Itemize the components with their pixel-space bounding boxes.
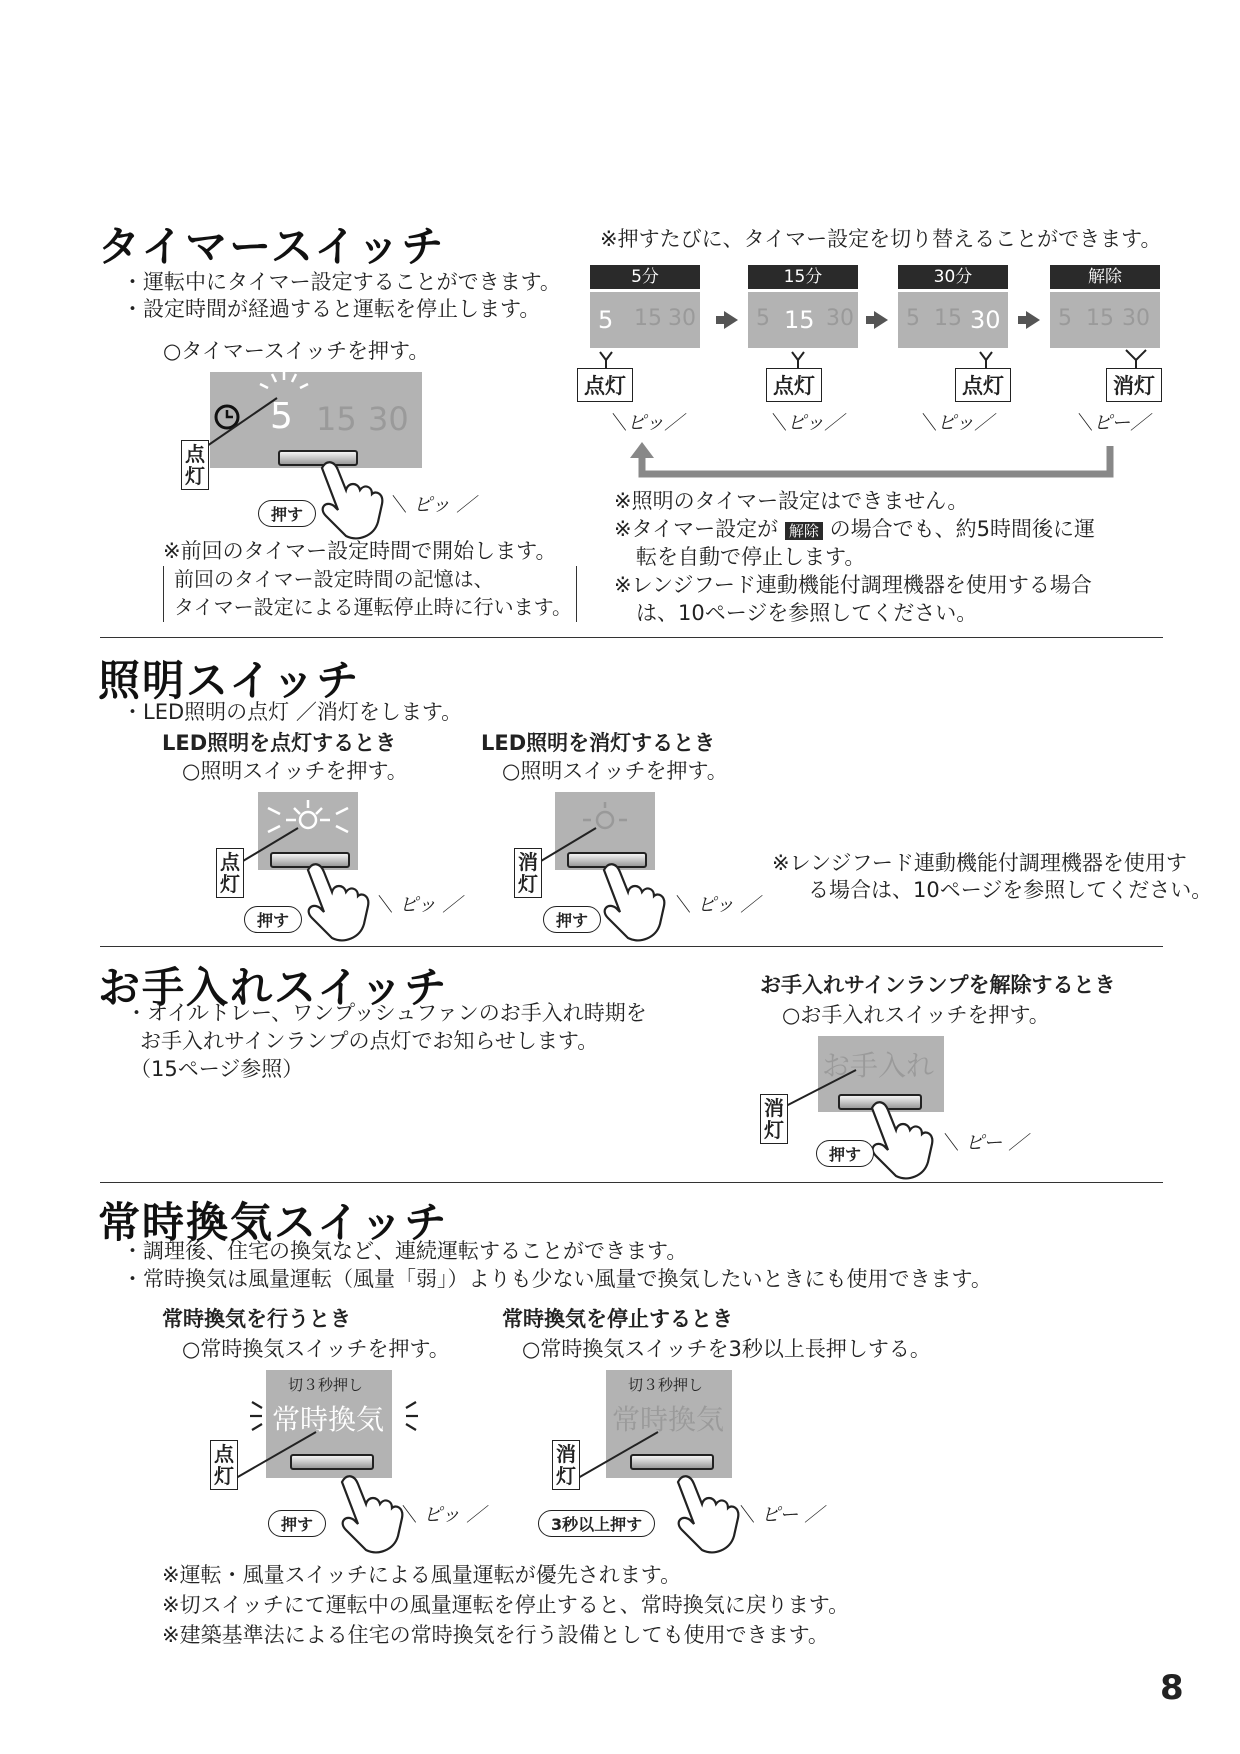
vent-note-1: ※運転・風量スイッチによる風量運転が優先されます。 <box>162 1563 682 1587</box>
light-lamp-on-text: 点灯 <box>220 850 240 896</box>
page-number: 8 <box>1160 1668 1184 1708</box>
vent-on-beep: ＼ ピッ ／ <box>398 1504 486 1526</box>
light-lamp-off-label <box>514 848 542 898</box>
vent-on-panel-small: 切３秒押し <box>288 1376 364 1394</box>
cycle-return-arrow-icon <box>630 440 1120 480</box>
step-beep-text: ピー <box>1093 412 1131 434</box>
care-lamp-off-label <box>760 1094 788 1144</box>
timer-note-2a: ※タイマー設定が <box>614 517 779 541</box>
vent-on-push-pill: 押す <box>268 1510 326 1537</box>
step-beep-15min: ＼ピッ／ <box>768 412 844 434</box>
cancel-badge: 解除 <box>785 522 823 540</box>
vent-off-instruction: ○常時換気スイッチを3秒以上長押しする。 <box>522 1337 931 1361</box>
light-on-heading: LED照明を点灯するとき <box>162 731 397 755</box>
vent-off-beep-text: ピー <box>761 1504 799 1526</box>
step-lamp-5min: 点灯 <box>577 368 633 402</box>
light-on-push-pill: 押す <box>244 906 302 933</box>
step-beep-30min: ＼ピッ／ <box>918 412 994 434</box>
step-label-cancel: 解除 <box>1050 265 1160 289</box>
timer-memory-line-1: 前回のタイマー設定時間の記憶は、 <box>174 567 494 591</box>
care-bullet-2: お手入れサインランプの点灯でお知らせします。 <box>140 1029 599 1053</box>
section-divider <box>100 637 1163 638</box>
vent-note-2: ※切スイッチにて運転中の風量運転を停止すると、常時換気に戻ります。 <box>162 1593 850 1617</box>
step-label-5min: 5分 <box>590 265 700 289</box>
step-lamp-30min: 点灯 <box>955 368 1011 402</box>
timer-note-2b: の場合でも、約5時間後に運 <box>829 517 1095 541</box>
step-panel-30min: 5 15 30 <box>898 292 1008 348</box>
light-off-beep: ＼ ピッ ／ <box>672 894 760 916</box>
timer-note-5: は、10ページを参照してください。 <box>636 601 978 625</box>
vent-off-long-push-pill: 3秒以上押す <box>538 1510 655 1537</box>
light-off-instruction: ○照明スイッチを押す。 <box>502 759 728 783</box>
step-beep-cancel: ＼ピー／ <box>1074 412 1150 434</box>
timer-lamp-on-text: 点灯 <box>185 442 205 488</box>
hand-press-icon <box>866 1096 940 1182</box>
vent-lamp-on-label <box>210 1440 238 1490</box>
care-bullet-3: （15ページ参照） <box>130 1057 304 1081</box>
arrow-right-icon <box>874 311 888 329</box>
step-label-30min: 30分 <box>898 265 1008 289</box>
light-on-beep-text: ピッ <box>399 894 437 916</box>
vent-section-title: 常時換気スイッチ <box>98 1198 449 1247</box>
light-bullet: ・LED照明の点灯 ／消灯をします。 <box>122 700 463 724</box>
timer-note-2 <box>614 516 1095 545</box>
light-off-push-pill: 押す <box>543 906 601 933</box>
lamp-pointer-line <box>780 1064 866 1114</box>
step-lamp-15min: 点灯 <box>766 368 822 402</box>
timer-memory-line-2: タイマー設定による運転停止時に行います。 <box>174 595 572 619</box>
care-beep-text: ピー <box>965 1132 1003 1154</box>
light-on-instruction: ○照明スイッチを押す。 <box>182 759 408 783</box>
vent-off-panel-small: 切３秒押し <box>628 1376 704 1394</box>
vent-off-heading: 常時換気を停止するとき <box>502 1307 733 1331</box>
light-note-2: る場合は、10ページを参照してください。 <box>808 878 1213 902</box>
step-lamp-cancel: 消灯 <box>1106 368 1162 402</box>
timer-note-1: ※照明のタイマー設定はできません。 <box>614 489 969 513</box>
timer-value-5: 5 <box>270 396 293 437</box>
timer-push-pill: 押す <box>258 500 316 527</box>
vent-off-panel-text: 常時換気 <box>612 1403 725 1436</box>
vent-lamp-on-text: 点灯 <box>214 1442 234 1488</box>
timer-bullet-2: ・設定時間が経過すると運転を停止します。 <box>122 297 541 321</box>
timer-memory-box <box>163 566 577 622</box>
timer-note-4: ※レンジフード連動機能付調理機器を使用する場合 <box>614 573 1092 597</box>
vent-on-instruction: ○常時換気スイッチを押す。 <box>182 1337 450 1361</box>
vent-on-beep-text: ピッ <box>423 1504 461 1526</box>
arrow-right-icon <box>724 311 738 329</box>
lamp-pointer-line <box>236 820 306 870</box>
lamp-pointer-line <box>576 1426 666 1484</box>
section-divider <box>100 946 1163 947</box>
timer-value-30: 30 <box>368 400 409 438</box>
step-beep-text: ピッ <box>937 412 975 434</box>
vent-lamp-off-text: 消灯 <box>556 1442 576 1488</box>
lamp-pointer-line <box>534 820 604 870</box>
light-section-title: 照明スイッチ <box>98 656 361 705</box>
care-heading: お手入れサインランプを解除するとき <box>760 973 1116 997</box>
timer-value-15: 15 <box>316 400 357 438</box>
care-section-title: お手入れスイッチ <box>98 963 449 1012</box>
light-off-heading: LED照明を消灯するとき <box>481 731 716 755</box>
step-beep-text: ピッ <box>627 412 665 434</box>
lamp-pointer-line <box>205 392 285 452</box>
vent-lamp-off-label <box>552 1440 580 1490</box>
step-panel-5min: 5 15 30 <box>590 292 700 348</box>
hand-press-icon <box>302 858 376 944</box>
light-lamp-off-text: 消灯 <box>518 850 538 896</box>
timer-lamp-on-label <box>181 440 209 490</box>
vent-bullet-1: ・調理後、住宅の換気など、連続運転することができます。 <box>122 1239 688 1263</box>
timer-prev-note: ※前回のタイマー設定時間で開始します。 <box>163 539 557 563</box>
hand-press-icon <box>316 456 390 542</box>
care-bullet-1: ・オイルトレー、ワンプッシュファンのお手入れ時期を <box>126 1001 647 1025</box>
timer-beep-text: ピッ <box>413 494 451 516</box>
light-on-beep: ＼ ピッ ／ <box>374 894 462 916</box>
vent-note-3: ※建築基準法による住宅の常時換気を行う設備としても使用できます。 <box>162 1623 829 1647</box>
vent-off-beep: ＼ ピー ／ <box>736 1504 824 1526</box>
care-lamp-off-text: 消灯 <box>764 1096 784 1142</box>
care-instruction: ○お手入れスイッチを押す。 <box>782 1003 1050 1027</box>
timer-cycle-note: ※押すたびに、タイマー設定を切り替えることができます。 <box>600 227 1162 251</box>
timer-beep: ＼ ピッ ／ <box>388 494 476 516</box>
step-panel-cancel: 5 15 30 <box>1050 292 1160 348</box>
hand-press-icon <box>672 1470 746 1556</box>
timer-bullet-1: ・運転中にタイマー設定することができます。 <box>122 270 561 294</box>
hand-press-icon <box>598 858 672 944</box>
lamp-pointer-line <box>234 1426 324 1484</box>
light-note-1: ※レンジフード連動機能付調理機器を使用す <box>772 851 1187 875</box>
vent-on-panel-text: 常時換気 <box>272 1403 385 1436</box>
arrow-right-icon <box>1026 311 1040 329</box>
vent-bullet-2: ・常時換気は風量運転（風量「弱」）よりも少ない風量で換気したいときにも使用できます。 <box>122 1267 992 1291</box>
care-panel-text: お手入れ <box>822 1049 935 1082</box>
care-push-pill: 押す <box>816 1140 874 1167</box>
light-off-beep-text: ピッ <box>697 894 735 916</box>
step-label-15min: 15分 <box>748 265 858 289</box>
timer-note-3: 転を自動で停止します。 <box>636 545 866 569</box>
step-beep-text: ピッ <box>787 412 825 434</box>
timer-section-title: タイマースイッチ <box>98 222 446 271</box>
step-panel-15min: 5 15 30 <box>748 292 858 348</box>
step-pointer-lines <box>570 330 1170 380</box>
care-beep: ＼ ピー ／ <box>940 1132 1028 1154</box>
light-lamp-on-label <box>216 848 244 898</box>
section-divider <box>100 1182 1163 1183</box>
timer-instruction: ○タイマースイッチを押す。 <box>163 339 430 363</box>
vent-on-heading: 常時換気を行うとき <box>162 1307 351 1331</box>
step-beep-5min: ＼ピッ／ <box>608 412 684 434</box>
